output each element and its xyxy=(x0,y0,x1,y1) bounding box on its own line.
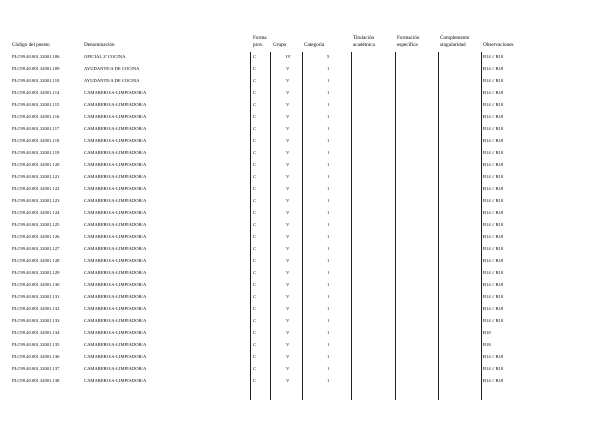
cell-codigo: PLC99.40.001.32001.137 xyxy=(12,366,60,371)
cell-grupo: V xyxy=(286,306,290,311)
cell-denominacion: AYUDANTE/A DE COCINA xyxy=(84,66,140,71)
cell-grupo: V xyxy=(286,102,290,107)
cell-denominacion: CAMARERO/A-LIMPIADOR/A xyxy=(84,246,147,251)
cell-denominacion: CAMARERO/A-LIMPIADOR/A xyxy=(84,330,147,335)
table-row xyxy=(0,270,615,282)
table-row xyxy=(0,234,615,246)
cell-grupo: V xyxy=(286,198,290,203)
cell-denominacion: CAMARERO/A-LIMPIADOR/A xyxy=(84,222,147,227)
cell-categoria: 1 xyxy=(327,174,330,179)
cell-categoria: 1 xyxy=(327,210,330,215)
cell-observaciones: B14 // B18 xyxy=(483,354,504,359)
cell-denominacion: CAMARERO/A-LIMPIADOR/A xyxy=(84,186,147,191)
cell-categoria: 1 xyxy=(327,78,330,83)
cell-denominacion: CAMARERO/A-LIMPIADOR/A xyxy=(84,234,147,239)
cell-forma: C xyxy=(253,126,257,131)
cell-observaciones: B14 // B18 xyxy=(483,162,504,167)
cell-codigo: PLC99.40.001.32001.125 xyxy=(12,222,60,227)
header-titulacion-line1: Titulación xyxy=(353,35,375,41)
cell-codigo: PLC99.40.001.32001.134 xyxy=(12,330,60,335)
cell-observaciones: B14 // B18 xyxy=(483,234,504,239)
cell-denominacion: CAMARERO/A-LIMPIADOR/A xyxy=(84,90,147,95)
table-row xyxy=(0,198,615,210)
header-forma-line2: prov. xyxy=(253,42,264,48)
header-observaciones: Observaciones xyxy=(483,42,514,48)
cell-grupo: V xyxy=(286,366,290,371)
cell-grupo: V xyxy=(286,282,290,287)
cell-codigo: PLC99.40.001.32001.109 xyxy=(12,66,60,71)
header-forma-line1: Forma xyxy=(253,35,267,41)
cell-forma: C xyxy=(253,90,257,95)
cell-grupo: V xyxy=(286,222,290,227)
cell-forma: C xyxy=(253,378,257,383)
table-row xyxy=(0,150,615,162)
cell-forma: C xyxy=(253,114,257,119)
cell-grupo: V xyxy=(286,210,290,215)
cell-forma: C xyxy=(253,186,257,191)
cell-observaciones: B14 // B18 xyxy=(483,102,504,107)
cell-codigo: PLC99.40.001.32001.124 xyxy=(12,210,60,215)
cell-grupo: V xyxy=(286,138,290,143)
table-row xyxy=(0,90,615,102)
cell-grupo: V xyxy=(286,246,290,251)
cell-forma: C xyxy=(253,270,257,275)
cell-grupo: V xyxy=(286,150,290,155)
cell-codigo: PLC99.40.001.32001.110 xyxy=(12,78,60,83)
cell-observaciones: B14 // B18 xyxy=(483,174,504,179)
cell-forma: C xyxy=(253,54,257,59)
cell-categoria: 1 xyxy=(327,138,330,143)
cell-denominacion: CAMARERO/A-LIMPIADOR/A xyxy=(84,282,147,287)
cell-forma: C xyxy=(253,342,257,347)
cell-categoria: 1 xyxy=(327,354,330,359)
table-row xyxy=(0,282,615,294)
cell-codigo: PLC99.40.001.32001.116 xyxy=(12,114,60,119)
cell-observaciones: B14 // B18 xyxy=(483,126,504,131)
cell-codigo: PLC99.40.001.32001.131 xyxy=(12,294,60,299)
cell-categoria: 5 xyxy=(327,54,330,59)
cell-categoria: 1 xyxy=(327,258,330,263)
cell-grupo: V xyxy=(286,162,290,167)
cell-observaciones: B14 // B18 xyxy=(483,54,504,59)
cell-categoria: 1 xyxy=(327,150,330,155)
cell-categoria: 1 xyxy=(327,270,330,275)
cell-forma: C xyxy=(253,330,257,335)
cell-codigo: PLC99.40.001.32001.121 xyxy=(12,174,60,179)
table-row xyxy=(0,78,615,90)
cell-forma: C xyxy=(253,294,257,299)
table-row xyxy=(0,342,615,354)
cell-denominacion: CAMARERO/A-LIMPIADOR/A xyxy=(84,102,147,107)
cell-observaciones: B14 // B18 xyxy=(483,366,504,371)
table-row xyxy=(0,138,615,150)
cell-codigo: PLC99.40.001.32001.127 xyxy=(12,246,60,251)
cell-denominacion: CAMARERO/A-LIMPIADOR/A xyxy=(84,174,147,179)
cell-codigo: PLC99.40.001.32001.119 xyxy=(12,150,60,155)
cell-forma: C xyxy=(253,210,257,215)
cell-observaciones: B14 // B18 xyxy=(483,90,504,95)
cell-observaciones: B14 // B18 xyxy=(483,246,504,251)
cell-categoria: 1 xyxy=(327,222,330,227)
cell-denominacion: CAMARERO/A-LIMPIADOR/A xyxy=(84,306,147,311)
cell-observaciones: B14 // B18 xyxy=(483,258,504,263)
cell-categoria: 1 xyxy=(327,234,330,239)
cell-categoria: 1 xyxy=(327,186,330,191)
header-complemento-line2: singularidad xyxy=(440,42,466,48)
cell-grupo: V xyxy=(286,174,290,179)
header-formacion-line2: específica xyxy=(397,42,418,48)
table-row xyxy=(0,318,615,330)
table-row xyxy=(0,330,615,342)
cell-forma: C xyxy=(253,102,257,107)
cell-categoria: 1 xyxy=(327,114,330,119)
cell-grupo: V xyxy=(286,78,290,83)
cell-denominacion: CAMARERO/A-LIMPIADOR/A xyxy=(84,150,147,155)
cell-observaciones: B14 // B18 xyxy=(483,282,504,287)
cell-categoria: 1 xyxy=(327,246,330,251)
cell-grupo: V xyxy=(286,258,290,263)
cell-codigo: PLC99.40.001.32001.135 xyxy=(12,342,60,347)
cell-observaciones: B14 // B18 xyxy=(483,306,504,311)
cell-grupo: V xyxy=(286,186,290,191)
cell-grupo: V xyxy=(286,114,290,119)
cell-denominacion: AYUDANTE/A DE COCINA xyxy=(84,78,140,83)
table-row xyxy=(0,126,615,138)
cell-denominacion: CAMARERO/A-LIMPIADOR/A xyxy=(84,138,147,143)
cell-codigo: PLC99.40.001.32001.123 xyxy=(12,198,60,203)
cell-codigo: PLC99.40.001.32001.118 xyxy=(12,138,60,143)
table-row xyxy=(0,222,615,234)
table-row xyxy=(0,306,615,318)
cell-denominacion: CAMARERO/A-LIMPIADOR/A xyxy=(84,378,147,383)
cell-denominacion: CAMARERO/A-LIMPIADOR/A xyxy=(84,318,147,323)
cell-forma: C xyxy=(253,354,257,359)
cell-denominacion: OFICIAL 2ª COCINA xyxy=(84,54,126,59)
table-row xyxy=(0,258,615,270)
cell-grupo: IV xyxy=(286,54,291,59)
cell-codigo: PLC99.40.001.32001.136 xyxy=(12,354,60,359)
cell-categoria: 1 xyxy=(327,306,330,311)
header-titulacion-line2: académica xyxy=(353,42,375,48)
cell-categoria: 1 xyxy=(327,126,330,131)
cell-forma: C xyxy=(253,66,257,71)
cell-observaciones: B14 // B18 xyxy=(483,150,504,155)
cell-denominacion: CAMARERO/A-LIMPIADOR/A xyxy=(84,354,147,359)
cell-observaciones: B18 xyxy=(483,330,491,335)
table-row xyxy=(0,366,615,378)
cell-grupo: V xyxy=(286,330,290,335)
cell-denominacion: CAMARERO/A-LIMPIADOR/A xyxy=(84,210,147,215)
cell-observaciones: B14 // B18 xyxy=(483,186,504,191)
header-complemento-line1: Complemento xyxy=(440,35,470,41)
cell-codigo: PLC99.40.001.32001.120 xyxy=(12,162,60,167)
cell-observaciones: B14 // B18 xyxy=(483,138,504,143)
cell-codigo: PLC99.40.001.32001.115 xyxy=(12,102,60,107)
cell-categoria: 1 xyxy=(327,342,330,347)
table-row xyxy=(0,210,615,222)
cell-denominacion: CAMARERO/A-LIMPIADOR/A xyxy=(84,270,147,275)
table-row xyxy=(0,114,615,126)
cell-observaciones: B14 // B18 xyxy=(483,78,504,83)
table-row xyxy=(0,294,615,306)
cell-grupo: V xyxy=(286,90,290,95)
table-row xyxy=(0,186,615,198)
cell-categoria: 1 xyxy=(327,102,330,107)
cell-denominacion: CAMARERO/A-LIMPIADOR/A xyxy=(84,366,147,371)
cell-codigo: PLC99.40.001.32001.138 xyxy=(12,378,60,383)
cell-grupo: V xyxy=(286,318,290,323)
cell-forma: C xyxy=(253,306,257,311)
header-grupo: Grupo xyxy=(273,42,287,48)
cell-forma: C xyxy=(253,318,257,323)
cell-observaciones: B14 // B18 xyxy=(483,198,504,203)
cell-codigo: PLC99.40.001.32001.128 xyxy=(12,258,60,263)
table-row xyxy=(0,378,615,390)
cell-observaciones: B14 // B18 xyxy=(483,66,504,71)
cell-denominacion: CAMARERO/A-LIMPIADOR/A xyxy=(84,198,147,203)
cell-categoria: 1 xyxy=(327,366,330,371)
cell-categoria: 1 xyxy=(327,90,330,95)
cell-categoria: 1 xyxy=(327,294,330,299)
cell-forma: C xyxy=(253,282,257,287)
cell-forma: C xyxy=(253,150,257,155)
cell-codigo: PLC99.40.001.32001.133 xyxy=(12,318,60,323)
header-categoria: Categoría xyxy=(304,42,325,48)
cell-denominacion: CAMARERO/A-LIMPIADOR/A xyxy=(84,162,147,167)
cell-codigo: PLC99.40.001.32001.122 xyxy=(12,186,60,191)
cell-observaciones: B14 // B18 xyxy=(483,114,504,119)
cell-categoria: 1 xyxy=(327,318,330,323)
cell-denominacion: CAMARERO/A-LIMPIADOR/A xyxy=(84,342,147,347)
cell-grupo: V xyxy=(286,294,290,299)
cell-observaciones: B14 // B18 xyxy=(483,210,504,215)
table-row xyxy=(0,354,615,366)
cell-denominacion: CAMARERO/A-LIMPIADOR/A xyxy=(84,114,147,119)
header-codigo: Código del puesto xyxy=(12,42,50,48)
cell-forma: C xyxy=(253,198,257,203)
cell-forma: C xyxy=(253,366,257,371)
cell-codigo: PLC99.40.001.32001.126 xyxy=(12,234,60,239)
table-row xyxy=(0,246,615,258)
cell-forma: C xyxy=(253,258,257,263)
cell-codigo: PLC99.40.001.32001.106 xyxy=(12,54,60,59)
cell-grupo: V xyxy=(286,342,290,347)
table-row xyxy=(0,162,615,174)
cell-forma: C xyxy=(253,222,257,227)
cell-grupo: V xyxy=(286,270,290,275)
cell-codigo: PLC99.40.001.32001.132 xyxy=(12,306,60,311)
cell-codigo: PLC99.40.001.32001.114 xyxy=(12,90,60,95)
cell-categoria: 1 xyxy=(327,66,330,71)
header-denominacion: Denominación xyxy=(84,42,115,48)
cell-codigo: PLC99.40.001.32001.129 xyxy=(12,270,60,275)
cell-denominacion: CAMARERO/A-LIMPIADOR/A xyxy=(84,258,147,263)
cell-grupo: V xyxy=(286,66,290,71)
cell-denominacion: CAMARERO/A-LIMPIADOR/A xyxy=(84,126,147,131)
cell-observaciones: B14 // B18 xyxy=(483,222,504,227)
table-row xyxy=(0,102,615,114)
cell-categoria: 1 xyxy=(327,198,330,203)
cell-categoria: 1 xyxy=(327,330,330,335)
header-formacion-line1: Formación xyxy=(397,35,420,41)
cell-categoria: 1 xyxy=(327,162,330,167)
cell-forma: C xyxy=(253,174,257,179)
cell-codigo: PLC99.40.001.32001.130 xyxy=(12,282,60,287)
cell-observaciones: B14 // B18 xyxy=(483,270,504,275)
cell-codigo: PLC99.40.001.32001.117 xyxy=(12,126,60,131)
table-row xyxy=(0,66,615,78)
cell-forma: C xyxy=(253,138,257,143)
cell-categoria: 1 xyxy=(327,282,330,287)
cell-denominacion: CAMARERO/A-LIMPIADOR/A xyxy=(84,294,147,299)
cell-observaciones: B14 // B18 xyxy=(483,378,504,383)
cell-observaciones: B14 // B18 xyxy=(483,294,504,299)
cell-grupo: V xyxy=(286,378,290,383)
cell-categoria: 1 xyxy=(327,378,330,383)
cell-forma: C xyxy=(253,246,257,251)
cell-grupo: V xyxy=(286,234,290,239)
cell-forma: C xyxy=(253,78,257,83)
cell-forma: C xyxy=(253,234,257,239)
table-row xyxy=(0,174,615,186)
cell-observaciones: B18 xyxy=(483,342,491,347)
table-row xyxy=(0,54,615,66)
cell-grupo: V xyxy=(286,354,290,359)
cell-grupo: V xyxy=(286,126,290,131)
cell-forma: C xyxy=(253,162,257,167)
cell-observaciones: B14 // B18 xyxy=(483,318,504,323)
